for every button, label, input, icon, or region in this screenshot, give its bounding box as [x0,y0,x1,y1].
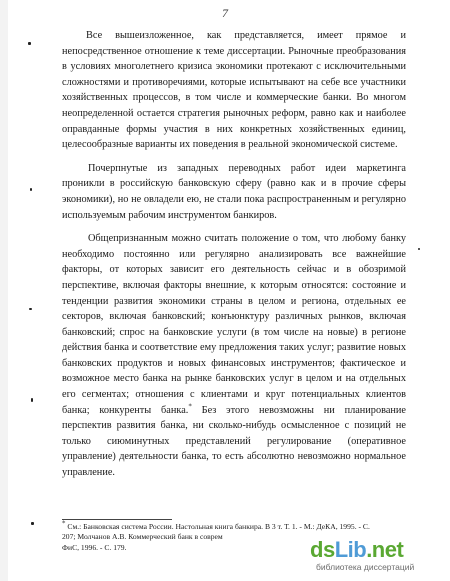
watermark-tagline: библиотека диссертаций [316,562,415,572]
dslib-watermark[interactable] [310,535,444,575]
paragraph-3-tail: Без этого невозможны ни планирование перспектив развития банка, ни сколько-нибудь осмысленное с позиций не только сиюминутных представлений регулирование (оперативное управление) деятельности банка, то есть абсолютно невозможно нормальное управление. [62,404,406,479]
document-body [62,28,406,489]
dslib-logo [310,537,403,563]
logo-net: .net [366,537,404,562]
scan-speck [29,308,32,310]
footnote-line-2: ФиС, 1996. - С. 179. [62,542,127,552]
scan-speck [31,522,34,525]
logo-lib: Lib [334,537,367,562]
scan-speck [28,42,31,45]
scan-speck [30,188,32,191]
footnote-divider [62,519,172,520]
page-number: 7 [222,6,228,20]
paragraph-3 [62,231,406,481]
scan-edge-shadow [0,0,8,581]
paragraph-1: Все вышеизложенное, как представляется, имеет прямое и непосредственное отношение к теме диссертации. Рыночные преобразования в условиях многолетнего кризиса экономики протекают с исключительными сложностями и противоречиями, которые испытывают на себе все участники хозяйственных процессов, в том числе и коммерческие банки. Во многом неопределенной остается стратегия рыночных реформ, равно как и наиболее оправданные формы участия в них конкретных хозяйственных единиц, целесообразные варианты их поведения в реальной экономической системе. [62,30,406,151]
paragraph-2: Почерпнутые из западных переводных работ идеи маркетинга проникли в российскую банковскую сферу (равно как и в прочие сферы экономики), но не овладели ею, не стали пока распространенным и регулярно используемым рабочим инструментом банкиров. [62,162,406,221]
paragraph-3-text: Общепризнанным можно считать положение о том, что любому банку необходимо постоянно или регулярно анализировать все важнейшие факторы, от которых зависит его деятельность сейчас и в обозримой перспективе, включая факторы внешние, к которым относятся: состояние и тенденции развития экономики страны в целом и региона, отдельных ее секторов, включая банковский; конъюнктуру различных рынков, включая банковский; спрос на банковские услуги (в том числе на новые) в регионе действия банка и соответствие ему предложения таких услуг; развитие новых банковских продуктов и новых финансовых инструментов; фактическое и возможное место банка на рынке банковских услуг в целом и на отдельных его сегментах; отношения с клиентами и круг потенциальных клиентов банка; конкуренты банка. [62,233,406,416]
scan-speck [31,398,33,402]
footnote-reference[interactable]: * [188,402,192,411]
logo-ds: ds [310,537,335,562]
footnote-marker: * [62,519,66,528]
scan-speck [418,248,420,250]
footnote-text-1: См.: Банковская система России. Настольная книга банкира. В 3 т. Т. 1. - М.: ДеКА, 1995. - С. 207; Молчанов А.В. Коммерческий банк в соврем [62,522,370,542]
